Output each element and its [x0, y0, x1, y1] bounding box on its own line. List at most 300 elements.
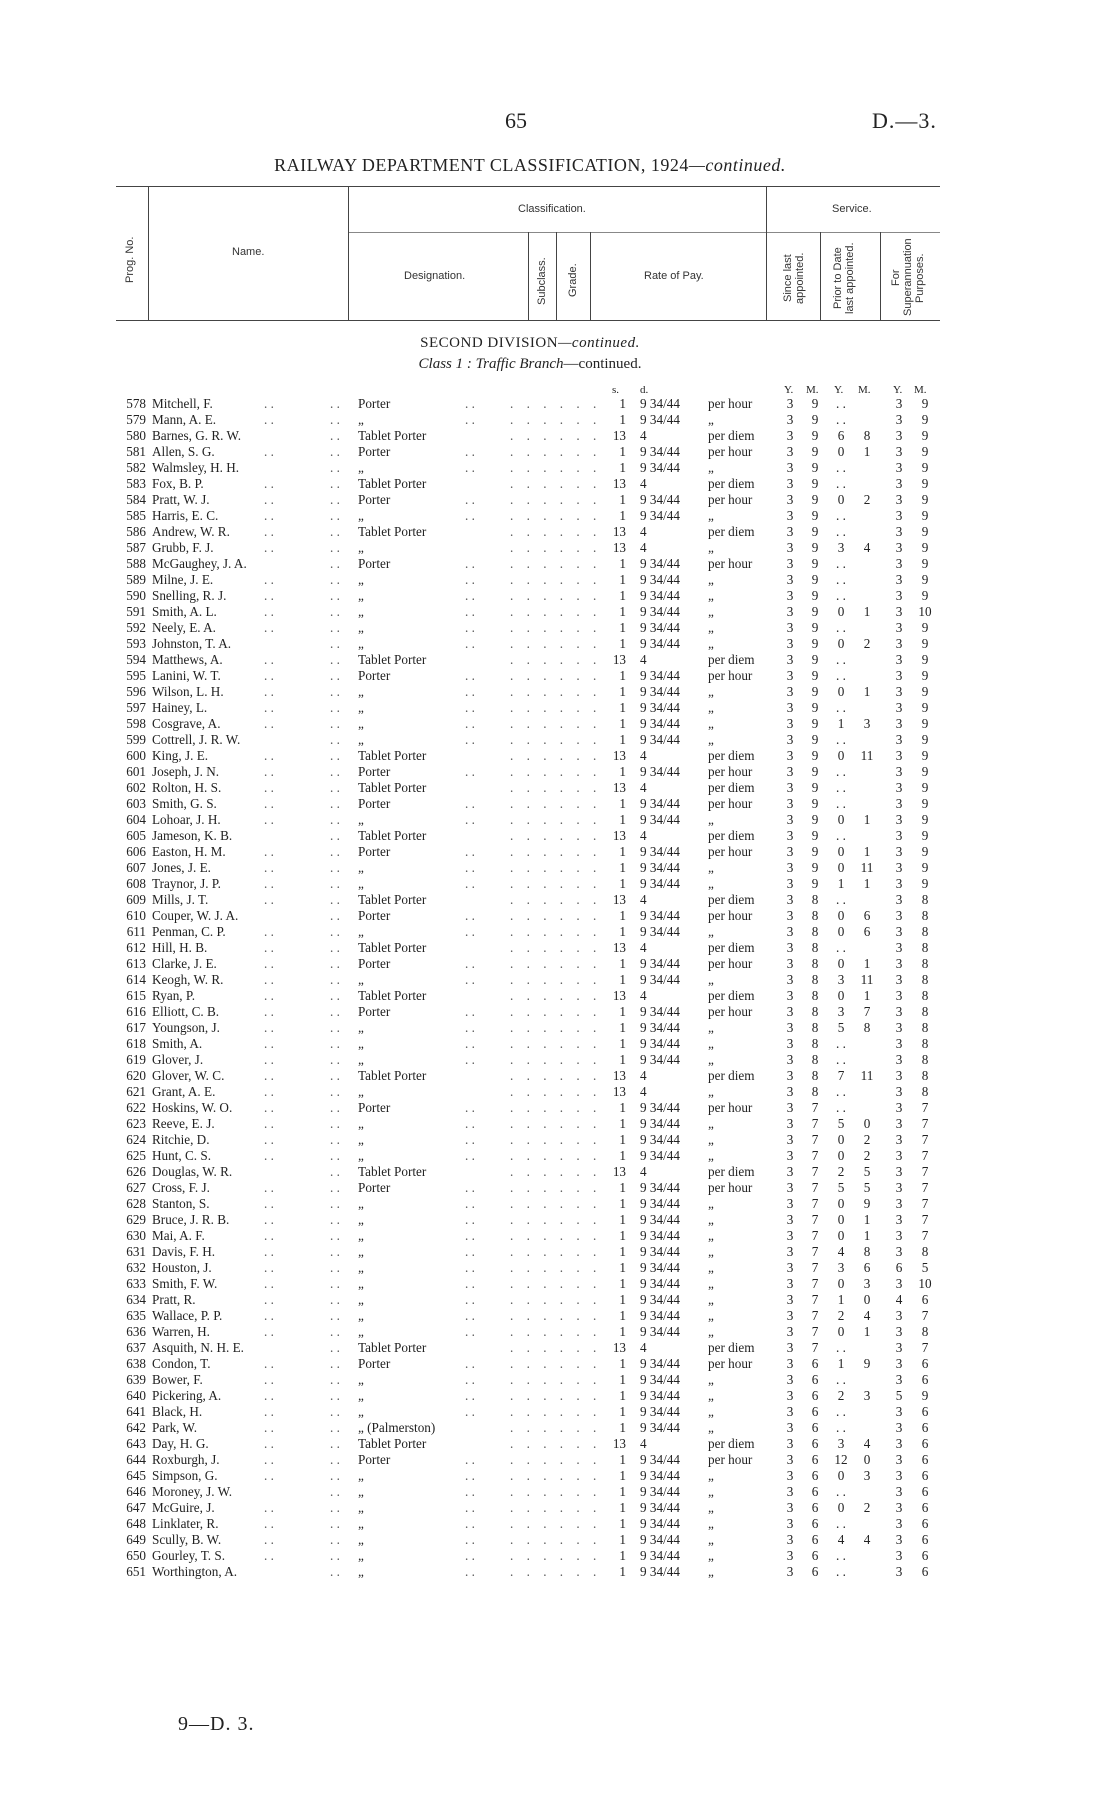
- row-rate-shillings: 1: [619, 620, 626, 635]
- row-rate-period: „: [708, 1420, 714, 1435]
- table-row: [0, 1548, 1114, 1564]
- row-prog-no: 579: [126, 412, 146, 427]
- row-prog-no: 581: [126, 444, 146, 459]
- row-super-years: 3: [895, 812, 903, 827]
- row-designation: „: [358, 1228, 364, 1243]
- row-super-months: 6: [921, 1420, 929, 1435]
- row-designation: Porter: [358, 796, 391, 811]
- row-leader: . .: [264, 1196, 274, 1211]
- row-super-years: 3: [895, 620, 903, 635]
- name-header: Name.: [232, 246, 265, 258]
- row-since-years: 3: [786, 844, 794, 859]
- row-name: Gourley, T. S.: [152, 1548, 226, 1563]
- row-leader: . .: [330, 556, 340, 571]
- row-leader: . .: [330, 764, 340, 779]
- row-since-years: 3: [786, 524, 794, 539]
- row-prog-no: 611: [126, 924, 146, 939]
- row-leader: . . . . . .: [510, 1564, 602, 1579]
- row-leader: . .: [264, 508, 274, 523]
- row-super-months: 6: [921, 1516, 929, 1531]
- row-prior-months: 1: [863, 844, 871, 859]
- row-rate-pence: 9 34/44: [640, 1548, 680, 1563]
- row-prior-years: . .: [836, 1084, 846, 1099]
- row-super-years: 3: [895, 1068, 903, 1083]
- row-since-months: 6: [811, 1388, 819, 1403]
- row-prior-years: . .: [836, 700, 846, 715]
- row-rate-period: per diem: [708, 988, 755, 1003]
- row-super-months: 9: [921, 860, 929, 875]
- row-name: Mann, A. E.: [152, 412, 217, 427]
- row-rate-period: „: [708, 1116, 714, 1131]
- row-leader: . . . . . .: [510, 1116, 602, 1131]
- row-leader: . .: [330, 1340, 340, 1355]
- row-prog-no: 618: [126, 1036, 146, 1051]
- row-super-years: 3: [895, 572, 903, 587]
- row-prior-years: . .: [836, 1564, 846, 1579]
- row-since-months: 6: [811, 1532, 819, 1547]
- row-rate-period: per hour: [708, 492, 753, 507]
- row-leader: . .: [330, 588, 340, 603]
- row-name: Wallace, P. P.: [152, 1308, 223, 1323]
- row-leader: . .: [264, 1052, 274, 1067]
- table-row: [0, 844, 1114, 860]
- row-leader: . .: [330, 1116, 340, 1131]
- row-rate-pence: 9 34/44: [640, 1132, 680, 1147]
- row-prior-months: 1: [863, 956, 871, 971]
- row-super-years: 3: [895, 444, 903, 459]
- row-since-years: 3: [786, 812, 794, 827]
- row-designation: „: [358, 460, 364, 475]
- table-row: [0, 748, 1114, 764]
- row-since-years: 3: [786, 764, 794, 779]
- table-row: [0, 1356, 1114, 1372]
- row-leader: . .: [330, 1084, 340, 1099]
- row-since-months: 9: [811, 524, 819, 539]
- row-leader: . .: [330, 572, 340, 587]
- row-super-months: 9: [921, 508, 929, 523]
- row-leader: . .: [330, 1292, 340, 1307]
- row-prog-no: 587: [126, 540, 146, 555]
- row-prog-no: 593: [126, 636, 146, 651]
- table-row: [0, 828, 1114, 844]
- branch-cont: —continued.: [563, 356, 642, 372]
- row-super-months: 8: [921, 1052, 929, 1067]
- row-super-months: 8: [921, 1004, 929, 1019]
- row-leader: . .: [465, 1292, 475, 1307]
- row-leader: . . . . . .: [510, 860, 602, 875]
- table-row: [0, 1260, 1114, 1276]
- row-leader: . . . . . .: [510, 1356, 602, 1371]
- row-leader: . .: [330, 1196, 340, 1211]
- row-name: Couper, W. J. A.: [152, 908, 239, 923]
- row-since-months: 6: [811, 1452, 819, 1467]
- row-leader: . .: [330, 508, 340, 523]
- row-leader: . . . . . .: [510, 892, 602, 907]
- row-super-months: 9: [921, 652, 929, 667]
- row-since-years: 3: [786, 780, 794, 795]
- row-prior-years: . .: [836, 572, 846, 587]
- row-rate-pence: 4: [640, 540, 647, 555]
- row-rate-period: per diem: [708, 892, 755, 907]
- row-prior-years: 3: [837, 1436, 845, 1451]
- row-since-months: 9: [811, 572, 819, 587]
- row-leader: . .: [330, 524, 340, 539]
- row-designation: „: [358, 1564, 364, 1579]
- row-rate-pence: 9 34/44: [640, 1148, 680, 1163]
- row-leader: . . . . . .: [510, 508, 602, 523]
- table-row: [0, 860, 1114, 876]
- row-super-years: 3: [895, 428, 903, 443]
- table-row: [0, 636, 1114, 652]
- page-ref: D.—3.: [872, 108, 937, 133]
- table-row: [0, 908, 1114, 924]
- row-since-months: 9: [811, 716, 819, 731]
- row-rate-shillings: 1: [619, 844, 626, 859]
- row-prog-no: 598: [126, 716, 146, 731]
- table-row: [0, 1468, 1114, 1484]
- row-leader: . .: [330, 924, 340, 939]
- row-since-years: 3: [786, 700, 794, 715]
- row-designation: „: [358, 636, 364, 651]
- row-since-years: 3: [786, 1084, 794, 1099]
- row-since-years: 3: [786, 1276, 794, 1291]
- row-name: Elliott, C. B.: [152, 1004, 220, 1019]
- row-leader: . .: [465, 1452, 475, 1467]
- row-leader: . .: [465, 1020, 475, 1035]
- row-leader: . .: [465, 1372, 475, 1387]
- row-leader: . .: [264, 1116, 274, 1131]
- table-row: [0, 1164, 1114, 1180]
- row-leader: . .: [330, 988, 340, 1003]
- table-row: [0, 924, 1114, 940]
- row-leader: . .: [264, 588, 274, 603]
- row-name: Grubb, F. J.: [152, 540, 214, 555]
- row-leader: . .: [264, 1372, 274, 1387]
- row-leader: . . . . . .: [510, 924, 602, 939]
- row-super-months: 9: [921, 556, 929, 571]
- row-designation: Porter: [358, 956, 391, 971]
- row-prior-months: 2: [863, 492, 871, 507]
- row-since-years: 3: [786, 1468, 794, 1483]
- row-super-months: 6: [921, 1372, 929, 1387]
- row-since-months: 8: [811, 908, 819, 923]
- row-super-years: 3: [895, 1564, 903, 1579]
- row-prior-months: 2: [863, 636, 871, 651]
- row-super-years: 3: [895, 1516, 903, 1531]
- row-designation: „: [358, 1260, 364, 1275]
- row-rate-period: per hour: [708, 668, 753, 683]
- row-rate-period: per diem: [708, 1340, 755, 1355]
- row-rate-shillings: 1: [619, 700, 626, 715]
- row-super-years: 3: [895, 684, 903, 699]
- row-leader: . .: [465, 1388, 475, 1403]
- row-since-months: 6: [811, 1484, 819, 1499]
- row-leader: . . . . . .: [510, 1052, 602, 1067]
- row-rate-shillings: 1: [619, 508, 626, 523]
- row-prog-no: 584: [126, 492, 146, 507]
- row-designation: Tablet Porter: [358, 652, 427, 667]
- row-rate-period: per hour: [708, 1100, 753, 1115]
- table-row: [0, 428, 1114, 444]
- row-super-months: 6: [921, 1564, 929, 1579]
- row-rate-pence: 9 34/44: [640, 860, 680, 875]
- row-super-months: 9: [921, 828, 929, 843]
- row-leader: . .: [264, 796, 274, 811]
- row-since-months: 9: [811, 764, 819, 779]
- row-super-months: 8: [921, 924, 929, 939]
- row-designation: „: [358, 1308, 364, 1323]
- row-super-years: 3: [895, 492, 903, 507]
- row-leader: . .: [330, 1420, 340, 1435]
- row-prior-months: 0: [863, 1452, 871, 1467]
- row-rate-shillings: 1: [619, 1324, 626, 1339]
- row-rate-pence: 9 34/44: [640, 684, 680, 699]
- row-leader: . .: [465, 1260, 475, 1275]
- row-prior-years: . .: [836, 1548, 846, 1563]
- row-rate-pence: 9 34/44: [640, 1356, 680, 1371]
- row-prog-no: 646: [126, 1484, 146, 1499]
- row-leader: . .: [330, 716, 340, 731]
- row-rate-pence: 9 34/44: [640, 972, 680, 987]
- row-since-years: 3: [786, 1564, 794, 1579]
- row-rate-period: „: [708, 1324, 714, 1339]
- row-since-months: 9: [811, 412, 819, 427]
- row-rate-shillings: 1: [619, 1116, 626, 1131]
- row-prog-no: 609: [126, 892, 146, 907]
- row-leader: . . . . . .: [510, 412, 602, 427]
- row-leader: . .: [330, 1404, 340, 1419]
- row-leader: . .: [330, 1356, 340, 1371]
- row-leader: . .: [465, 796, 475, 811]
- row-prog-no: 624: [126, 1132, 146, 1147]
- row-rate-shillings: 13: [612, 988, 626, 1003]
- row-rate-shillings: 1: [619, 1500, 626, 1515]
- row-leader: . .: [330, 1276, 340, 1291]
- row-rate-shillings: 13: [612, 780, 626, 795]
- row-since-years: 3: [786, 1484, 794, 1499]
- row-rate-shillings: 1: [619, 1244, 626, 1259]
- row-name: Smith, A. L.: [152, 604, 217, 619]
- row-leader: . .: [330, 476, 340, 491]
- row-super-months: 8: [921, 972, 929, 987]
- row-prior-years: 1: [837, 1356, 845, 1371]
- row-since-months: 8: [811, 1036, 819, 1051]
- unit-m3: M.: [914, 384, 927, 396]
- row-super-years: 3: [895, 1500, 903, 1515]
- row-leader: . . . . . .: [510, 572, 602, 587]
- table-row: [0, 1052, 1114, 1068]
- row-since-years: 3: [786, 732, 794, 747]
- row-since-years: 3: [786, 1372, 794, 1387]
- row-name: Rolton, H. S.: [152, 780, 222, 795]
- row-leader: . .: [264, 1516, 274, 1531]
- row-rate-pence: 4: [640, 748, 647, 763]
- row-super-months: 9: [921, 396, 929, 411]
- row-leader: . .: [330, 1132, 340, 1147]
- row-rate-period: per diem: [708, 428, 755, 443]
- row-prog-no: 604: [126, 812, 146, 827]
- row-rate-period: „: [708, 636, 714, 651]
- row-super-months: 8: [921, 1084, 929, 1099]
- row-leader: . .: [264, 844, 274, 859]
- row-rate-shillings: 13: [612, 1436, 626, 1451]
- row-super-months: 8: [921, 956, 929, 971]
- table-row: [0, 524, 1114, 540]
- row-rate-pence: 9 34/44: [640, 1452, 680, 1467]
- row-designation: „: [358, 412, 364, 427]
- row-rate-pence: 9 34/44: [640, 700, 680, 715]
- row-super-months: 7: [921, 1164, 929, 1179]
- row-leader: . .: [465, 876, 475, 891]
- row-rate-pence: 9 34/44: [640, 460, 680, 475]
- row-prior-years: 6: [837, 428, 845, 443]
- row-designation: „: [358, 1388, 364, 1403]
- row-super-months: 9: [921, 572, 929, 587]
- row-prog-no: 619: [126, 1052, 146, 1067]
- row-super-months: 9: [921, 796, 929, 811]
- row-since-months: 7: [811, 1228, 819, 1243]
- row-since-years: 3: [786, 1532, 794, 1547]
- row-leader: . . . . . .: [510, 1148, 602, 1163]
- row-leader: . .: [465, 1404, 475, 1419]
- row-prog-no: 607: [126, 860, 146, 875]
- row-rate-period: „: [708, 1388, 714, 1403]
- row-prog-no: 639: [126, 1372, 146, 1387]
- row-super-months: 7: [921, 1132, 929, 1147]
- row-name: Roxburgh, J.: [152, 1452, 220, 1467]
- row-leader: . .: [264, 1132, 274, 1147]
- row-leader: . .: [465, 572, 475, 587]
- row-since-months: 9: [811, 652, 819, 667]
- row-prog-no: 633: [126, 1276, 146, 1291]
- row-leader: . .: [465, 556, 475, 571]
- row-prog-no: 632: [126, 1260, 146, 1275]
- row-prior-months: 1: [863, 1324, 871, 1339]
- row-designation: Tablet Porter: [358, 476, 427, 491]
- row-prior-years: 5: [837, 1020, 845, 1035]
- row-since-months: 6: [811, 1548, 819, 1563]
- table-row: [0, 588, 1114, 604]
- row-leader: . .: [330, 1100, 340, 1115]
- row-leader: . .: [264, 396, 274, 411]
- row-rate-pence: 9 34/44: [640, 1228, 680, 1243]
- table-row: [0, 1292, 1114, 1308]
- row-prior-years: . .: [836, 1404, 846, 1419]
- row-super-years: 3: [895, 1548, 903, 1563]
- row-rate-pence: 9 34/44: [640, 1020, 680, 1035]
- row-rate-period: per hour: [708, 844, 753, 859]
- row-leader: . . . . . .: [510, 524, 602, 539]
- row-rate-shillings: 13: [612, 748, 626, 763]
- row-designation: Tablet Porter: [358, 748, 427, 763]
- row-name: Glover, J.: [152, 1052, 204, 1067]
- row-prior-years: 2: [837, 1164, 845, 1179]
- row-prog-no: 592: [126, 620, 146, 635]
- row-prog-no: 647: [126, 1500, 146, 1515]
- row-rate-period: „: [708, 412, 714, 427]
- row-leader: . .: [465, 412, 475, 427]
- row-leader: . .: [465, 764, 475, 779]
- row-leader: . .: [264, 1356, 274, 1371]
- row-since-months: 9: [811, 668, 819, 683]
- row-leader: . . . . . .: [510, 1340, 602, 1355]
- row-leader: . . . . . .: [510, 908, 602, 923]
- table-row: [0, 1500, 1114, 1516]
- row-prog-no: 616: [126, 1004, 146, 1019]
- row-leader: . .: [264, 876, 274, 891]
- row-prior-months: 5: [863, 1164, 871, 1179]
- row-super-years: 3: [895, 1196, 903, 1211]
- row-designation: Porter: [358, 1100, 391, 1115]
- row-leader: . .: [330, 636, 340, 651]
- row-rate-shillings: 1: [619, 764, 626, 779]
- row-leader: . .: [264, 972, 274, 987]
- row-rate-shillings: 1: [619, 444, 626, 459]
- row-leader: . .: [465, 956, 475, 971]
- row-designation: „: [358, 700, 364, 715]
- row-rate-period: per diem: [708, 476, 755, 491]
- row-prog-no: 588: [126, 556, 146, 571]
- row-rate-pence: 9 34/44: [640, 1324, 680, 1339]
- page-number: 65: [505, 108, 527, 133]
- row-rate-period: „: [708, 1404, 714, 1419]
- row-leader: . .: [465, 700, 475, 715]
- row-designation: „: [358, 1020, 364, 1035]
- row-leader: . .: [330, 428, 340, 443]
- row-designation: Tablet Porter: [358, 780, 427, 795]
- row-designation: „: [358, 1372, 364, 1387]
- row-super-months: 8: [921, 988, 929, 1003]
- row-rate-period: „: [708, 460, 714, 475]
- row-leader: . .: [264, 1148, 274, 1163]
- row-since-months: 9: [811, 828, 819, 843]
- row-prog-no: 651: [126, 1564, 146, 1579]
- row-name: Ritchie, D.: [152, 1132, 210, 1147]
- row-leader: . .: [465, 1244, 475, 1259]
- row-since-months: 7: [811, 1340, 819, 1355]
- row-prior-years: . .: [836, 1484, 846, 1499]
- row-prior-years: . .: [836, 1516, 846, 1531]
- row-super-months: 8: [921, 908, 929, 923]
- row-prog-no: 617: [126, 1020, 146, 1035]
- row-rate-period: per diem: [708, 524, 755, 539]
- row-designation: Porter: [358, 396, 391, 411]
- row-leader: . .: [330, 684, 340, 699]
- row-prior-years: . .: [836, 732, 846, 747]
- row-leader: . .: [264, 668, 274, 683]
- row-prog-no: 613: [126, 956, 146, 971]
- row-leader: . . . . . .: [510, 1516, 602, 1531]
- row-super-years: 3: [895, 1100, 903, 1115]
- row-leader: . .: [264, 492, 274, 507]
- row-leader: . .: [330, 1532, 340, 1547]
- row-prog-no: 606: [126, 844, 146, 859]
- row-leader: . .: [330, 444, 340, 459]
- row-prior-years: 3: [837, 1004, 845, 1019]
- row-leader: . . . . . .: [510, 796, 602, 811]
- row-leader: . .: [264, 476, 274, 491]
- row-designation: „: [358, 588, 364, 603]
- row-rate-period: „: [708, 924, 714, 939]
- row-name: Warren, H.: [152, 1324, 210, 1339]
- row-rate-period: „: [708, 1020, 714, 1035]
- row-leader: . .: [330, 668, 340, 683]
- row-since-months: 8: [811, 1052, 819, 1067]
- row-rate-shillings: 13: [612, 540, 626, 555]
- branch-heading: [0, 356, 1060, 373]
- row-leader: . .: [330, 1468, 340, 1483]
- row-leader: . .: [264, 1292, 274, 1307]
